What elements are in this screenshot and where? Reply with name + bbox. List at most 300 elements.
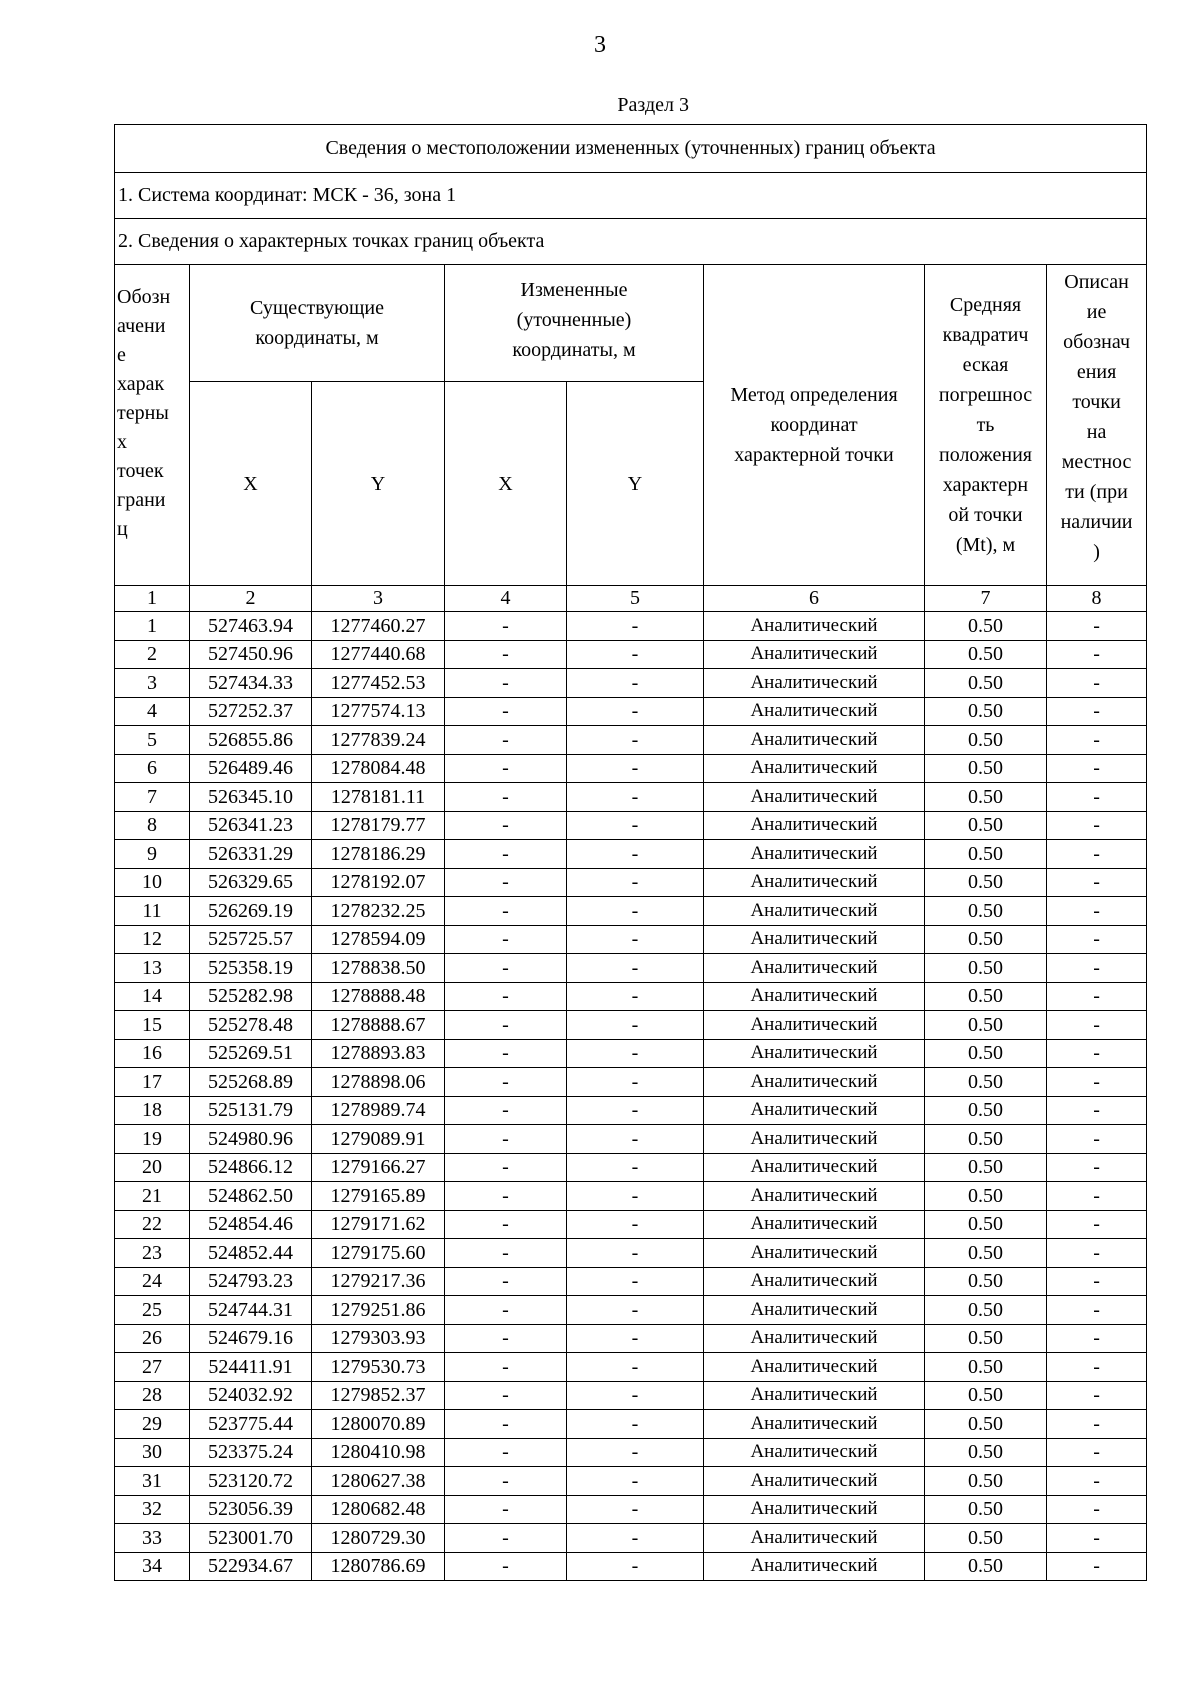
method-cell: Аналитический <box>704 982 925 1011</box>
rmse-cell: 0.50 <box>925 1410 1047 1439</box>
point-number-cell: 34 <box>115 1552 190 1581</box>
existing-y-cell: 1279303.93 <box>312 1324 445 1353</box>
existing-y-cell: 1278838.50 <box>312 954 445 983</box>
description-cell: - <box>1047 954 1147 983</box>
table-row <box>115 1438 1147 1467</box>
existing-x-cell: 526331.29 <box>190 840 312 869</box>
column-number: 5 <box>567 586 704 612</box>
existing-y-cell: 1279165.89 <box>312 1182 445 1211</box>
point-number-cell: 6 <box>115 754 190 783</box>
rmse-cell: 0.50 <box>925 1267 1047 1296</box>
table-row <box>115 925 1147 954</box>
method-cell: Аналитический <box>704 1039 925 1068</box>
point-number-cell: 20 <box>115 1153 190 1182</box>
changed-y-cell: - <box>567 1296 704 1325</box>
existing-x-cell: 522934.67 <box>190 1552 312 1581</box>
changed-y-cell: - <box>567 1210 704 1239</box>
description-cell: - <box>1047 726 1147 755</box>
method-cell: Аналитический <box>704 726 925 755</box>
changed-x-cell: - <box>445 982 567 1011</box>
existing-x-cell: 526489.46 <box>190 754 312 783</box>
column-number: 7 <box>925 586 1047 612</box>
rmse-cell: 0.50 <box>925 1011 1047 1040</box>
method-cell: Аналитический <box>704 697 925 726</box>
existing-y-cell: 1278181.11 <box>312 783 445 812</box>
table-row <box>115 1011 1147 1040</box>
description-cell: - <box>1047 1495 1147 1524</box>
description-cell: - <box>1047 868 1147 897</box>
point-number-cell: 9 <box>115 840 190 869</box>
point-number-cell: 11 <box>115 897 190 926</box>
table-row <box>115 612 1147 641</box>
changed-y-cell: - <box>567 1324 704 1353</box>
method-cell: Аналитический <box>704 1011 925 1040</box>
table-row <box>115 640 1147 669</box>
changed-x-cell: - <box>445 1182 567 1211</box>
method-cell: Аналитический <box>704 1153 925 1182</box>
existing-x-cell: 525278.48 <box>190 1011 312 1040</box>
description-cell: - <box>1047 697 1147 726</box>
existing-x-cell: 525358.19 <box>190 954 312 983</box>
changed-x-cell: - <box>445 754 567 783</box>
rmse-cell: 0.50 <box>925 1324 1047 1353</box>
rmse-cell: 0.50 <box>925 1296 1047 1325</box>
point-number-cell: 28 <box>115 1381 190 1410</box>
existing-y-cell: 1277574.13 <box>312 697 445 726</box>
rmse-cell: 0.50 <box>925 982 1047 1011</box>
changed-y-cell: - <box>567 783 704 812</box>
existing-y-cell: 1279175.60 <box>312 1239 445 1268</box>
header-changed-x: X <box>445 382 567 586</box>
changed-x-cell: - <box>445 1068 567 1097</box>
changed-x-cell: - <box>445 1096 567 1125</box>
point-number-cell: 1 <box>115 612 190 641</box>
existing-y-cell: 1280410.98 <box>312 1438 445 1467</box>
rmse-cell: 0.50 <box>925 811 1047 840</box>
coord-system-line: 1. Система координат: МСК - 36, зона 1 <box>115 173 1147 219</box>
table-row <box>115 754 1147 783</box>
changed-x-cell: - <box>445 640 567 669</box>
existing-x-cell: 525268.89 <box>190 1068 312 1097</box>
existing-y-cell: 1278084.48 <box>312 754 445 783</box>
table-row <box>115 726 1147 755</box>
description-cell: - <box>1047 1153 1147 1182</box>
existing-x-cell: 526269.19 <box>190 897 312 926</box>
existing-y-cell: 1277460.27 <box>312 612 445 641</box>
point-number-cell: 19 <box>115 1125 190 1154</box>
rmse-cell: 0.50 <box>925 754 1047 783</box>
description-cell: - <box>1047 840 1147 869</box>
table-row <box>115 697 1147 726</box>
method-cell: Аналитический <box>704 1296 925 1325</box>
changed-x-cell: - <box>445 669 567 698</box>
rmse-cell: 0.50 <box>925 612 1047 641</box>
changed-y-cell: - <box>567 1353 704 1382</box>
description-cell: - <box>1047 1324 1147 1353</box>
table-row <box>115 954 1147 983</box>
existing-y-cell: 1279166.27 <box>312 1153 445 1182</box>
changed-x-cell: - <box>445 1039 567 1068</box>
changed-x-cell: - <box>445 925 567 954</box>
existing-y-cell: 1278186.29 <box>312 840 445 869</box>
rmse-cell: 0.50 <box>925 1068 1047 1097</box>
page-number: 3 <box>594 32 606 58</box>
changed-y-cell: - <box>567 1068 704 1097</box>
existing-x-cell: 523775.44 <box>190 1410 312 1439</box>
rmse-cell: 0.50 <box>925 1096 1047 1125</box>
method-cell: Аналитический <box>704 1552 925 1581</box>
table-row <box>115 1410 1147 1439</box>
existing-x-cell: 524679.16 <box>190 1324 312 1353</box>
existing-y-cell: 1278232.25 <box>312 897 445 926</box>
table-row <box>115 1296 1147 1325</box>
method-cell: Аналитический <box>704 1524 925 1553</box>
section-label: Раздел 3 <box>617 94 689 116</box>
description-cell: - <box>1047 897 1147 926</box>
rmse-cell: 0.50 <box>925 1125 1047 1154</box>
header-existing-x: X <box>190 382 312 586</box>
description-cell: - <box>1047 1096 1147 1125</box>
point-number-cell: 31 <box>115 1467 190 1496</box>
changed-y-cell: - <box>567 1552 704 1581</box>
point-number-cell: 33 <box>115 1524 190 1553</box>
rmse-cell: 0.50 <box>925 1495 1047 1524</box>
description-cell: - <box>1047 669 1147 698</box>
table-row <box>115 1381 1147 1410</box>
changed-x-cell: - <box>445 1210 567 1239</box>
header-method: Метод определения координат характерной точки <box>704 265 925 586</box>
rmse-cell: 0.50 <box>925 1210 1047 1239</box>
changed-y-cell: - <box>567 1011 704 1040</box>
description-cell: - <box>1047 754 1147 783</box>
point-number-cell: 27 <box>115 1353 190 1382</box>
description-cell: - <box>1047 811 1147 840</box>
header-changed-y: Y <box>567 382 704 586</box>
point-number-cell: 18 <box>115 1096 190 1125</box>
existing-y-cell: 1277452.53 <box>312 669 445 698</box>
changed-x-cell: - <box>445 1011 567 1040</box>
rmse-cell: 0.50 <box>925 669 1047 698</box>
existing-y-cell: 1280786.69 <box>312 1552 445 1581</box>
existing-x-cell: 523056.39 <box>190 1495 312 1524</box>
column-number: 8 <box>1047 586 1147 612</box>
method-cell: Аналитический <box>704 783 925 812</box>
changed-x-cell: - <box>445 840 567 869</box>
point-number-cell: 23 <box>115 1239 190 1268</box>
method-cell: Аналитический <box>704 669 925 698</box>
table-row <box>115 1467 1147 1496</box>
table-row <box>115 669 1147 698</box>
method-cell: Аналитический <box>704 925 925 954</box>
changed-y-cell: - <box>567 1410 704 1439</box>
existing-x-cell: 526345.10 <box>190 783 312 812</box>
changed-x-cell: - <box>445 1153 567 1182</box>
existing-y-cell: 1278893.83 <box>312 1039 445 1068</box>
method-cell: Аналитический <box>704 897 925 926</box>
rmse-cell: 0.50 <box>925 1182 1047 1211</box>
existing-x-cell: 525131.79 <box>190 1096 312 1125</box>
rmse-cell: 0.50 <box>925 697 1047 726</box>
method-cell: Аналитический <box>704 1495 925 1524</box>
changed-x-cell: - <box>445 612 567 641</box>
table-row <box>115 868 1147 897</box>
existing-y-cell: 1279852.37 <box>312 1381 445 1410</box>
changed-y-cell: - <box>567 612 704 641</box>
point-number-cell: 30 <box>115 1438 190 1467</box>
point-number-cell: 29 <box>115 1410 190 1439</box>
existing-y-cell: 1279089.91 <box>312 1125 445 1154</box>
existing-x-cell: 527434.33 <box>190 669 312 698</box>
point-number-cell: 5 <box>115 726 190 755</box>
description-cell: - <box>1047 1438 1147 1467</box>
method-cell: Аналитический <box>704 1096 925 1125</box>
existing-x-cell: 524032.92 <box>190 1381 312 1410</box>
existing-x-cell: 527252.37 <box>190 697 312 726</box>
changed-y-cell: - <box>567 1381 704 1410</box>
existing-y-cell: 1278192.07 <box>312 868 445 897</box>
existing-y-cell: 1280682.48 <box>312 1495 445 1524</box>
table-row <box>115 1125 1147 1154</box>
changed-x-cell: - <box>445 1495 567 1524</box>
table-row <box>115 1182 1147 1211</box>
existing-x-cell: 524744.31 <box>190 1296 312 1325</box>
description-cell: - <box>1047 1524 1147 1553</box>
table-row <box>115 1239 1147 1268</box>
rmse-cell: 0.50 <box>925 868 1047 897</box>
changed-x-cell: - <box>445 897 567 926</box>
existing-x-cell: 524862.50 <box>190 1182 312 1211</box>
existing-x-cell: 524411.91 <box>190 1353 312 1382</box>
changed-y-cell: - <box>567 1524 704 1553</box>
description-cell: - <box>1047 1267 1147 1296</box>
changed-x-cell: - <box>445 868 567 897</box>
header-changed-coords: Измененные (уточненные) координаты, м <box>445 265 704 382</box>
point-number-cell: 4 <box>115 697 190 726</box>
changed-y-cell: - <box>567 1438 704 1467</box>
table-row <box>115 1353 1147 1382</box>
changed-y-cell: - <box>567 726 704 755</box>
existing-y-cell: 1278888.48 <box>312 982 445 1011</box>
existing-x-cell: 523001.70 <box>190 1524 312 1553</box>
changed-y-cell: - <box>567 754 704 783</box>
method-cell: Аналитический <box>704 754 925 783</box>
point-number-cell: 2 <box>115 640 190 669</box>
changed-x-cell: - <box>445 1324 567 1353</box>
rmse-cell: 0.50 <box>925 1524 1047 1553</box>
table-row <box>115 1210 1147 1239</box>
point-number-cell: 14 <box>115 982 190 1011</box>
description-cell: - <box>1047 1381 1147 1410</box>
changed-y-cell: - <box>567 982 704 1011</box>
existing-y-cell: 1280729.30 <box>312 1524 445 1553</box>
header-existing-coords: Существующие координаты, м <box>190 265 445 382</box>
changed-y-cell: - <box>567 669 704 698</box>
changed-y-cell: - <box>567 868 704 897</box>
table-row <box>115 1096 1147 1125</box>
header-rmse: Средняя квадратич еская погрешнос ть положения характерн ой точки (Mt), м <box>925 265 1047 586</box>
existing-y-cell: 1278989.74 <box>312 1096 445 1125</box>
description-cell: - <box>1047 1011 1147 1040</box>
method-cell: Аналитический <box>704 1068 925 1097</box>
existing-x-cell: 525282.98 <box>190 982 312 1011</box>
description-cell: - <box>1047 1552 1147 1581</box>
existing-y-cell: 1279530.73 <box>312 1353 445 1382</box>
description-cell: - <box>1047 925 1147 954</box>
existing-y-cell: 1278898.06 <box>312 1068 445 1097</box>
description-cell: - <box>1047 783 1147 812</box>
description-cell: - <box>1047 1296 1147 1325</box>
existing-y-cell: 1278594.09 <box>312 925 445 954</box>
rmse-cell: 0.50 <box>925 1467 1047 1496</box>
point-number-cell: 16 <box>115 1039 190 1068</box>
method-cell: Аналитический <box>704 1239 925 1268</box>
point-number-cell: 13 <box>115 954 190 983</box>
existing-x-cell: 526341.23 <box>190 811 312 840</box>
changed-x-cell: - <box>445 1552 567 1581</box>
existing-x-cell: 524852.44 <box>190 1239 312 1268</box>
table-row <box>115 783 1147 812</box>
method-cell: Аналитический <box>704 640 925 669</box>
point-number-cell: 26 <box>115 1324 190 1353</box>
rmse-cell: 0.50 <box>925 726 1047 755</box>
method-cell: Аналитический <box>704 1467 925 1496</box>
existing-x-cell: 525269.51 <box>190 1039 312 1068</box>
changed-y-cell: - <box>567 1125 704 1154</box>
changed-y-cell: - <box>567 1039 704 1068</box>
description-cell: - <box>1047 1182 1147 1211</box>
changed-x-cell: - <box>445 1467 567 1496</box>
existing-x-cell: 525725.57 <box>190 925 312 954</box>
table-row <box>115 840 1147 869</box>
existing-y-cell: 1279251.86 <box>312 1296 445 1325</box>
changed-x-cell: - <box>445 1353 567 1382</box>
existing-x-cell: 524866.12 <box>190 1153 312 1182</box>
table-row <box>115 811 1147 840</box>
changed-x-cell: - <box>445 726 567 755</box>
description-cell: - <box>1047 1410 1147 1439</box>
description-cell: - <box>1047 1039 1147 1068</box>
changed-x-cell: - <box>445 1296 567 1325</box>
table-row <box>115 897 1147 926</box>
changed-x-cell: - <box>445 1267 567 1296</box>
existing-y-cell: 1280627.38 <box>312 1467 445 1496</box>
column-number: 4 <box>445 586 567 612</box>
point-number-cell: 10 <box>115 868 190 897</box>
point-number-cell: 17 <box>115 1068 190 1097</box>
changed-y-cell: - <box>567 954 704 983</box>
column-number: 3 <box>312 586 445 612</box>
description-cell: - <box>1047 612 1147 641</box>
changed-x-cell: - <box>445 1125 567 1154</box>
method-cell: Аналитический <box>704 811 925 840</box>
boundary-points-table <box>114 124 1147 1581</box>
header-description: Описан ие обознач ения точки на местнос ти (при наличии ) <box>1047 265 1147 586</box>
description-cell: - <box>1047 1125 1147 1154</box>
existing-y-cell: 1280070.89 <box>312 1410 445 1439</box>
rmse-cell: 0.50 <box>925 1039 1047 1068</box>
table-title: Сведения о местоположении измененных (уточненных) границ объекта <box>115 125 1147 173</box>
points-info-line: 2. Сведения о характерных точках границ объекта <box>115 219 1147 265</box>
changed-x-cell: - <box>445 697 567 726</box>
method-cell: Аналитический <box>704 612 925 641</box>
method-cell: Аналитический <box>704 1324 925 1353</box>
method-cell: Аналитический <box>704 1410 925 1439</box>
existing-x-cell: 524854.46 <box>190 1210 312 1239</box>
existing-x-cell: 527450.96 <box>190 640 312 669</box>
column-number: 6 <box>704 586 925 612</box>
point-number-cell: 7 <box>115 783 190 812</box>
rmse-cell: 0.50 <box>925 840 1047 869</box>
changed-y-cell: - <box>567 897 704 926</box>
method-cell: Аналитический <box>704 840 925 869</box>
rmse-cell: 0.50 <box>925 1552 1047 1581</box>
rmse-cell: 0.50 <box>925 1381 1047 1410</box>
method-cell: Аналитический <box>704 1125 925 1154</box>
method-cell: Аналитический <box>704 868 925 897</box>
table-row <box>115 982 1147 1011</box>
changed-x-cell: - <box>445 1410 567 1439</box>
description-cell: - <box>1047 1467 1147 1496</box>
point-number-cell: 12 <box>115 925 190 954</box>
point-number-cell: 22 <box>115 1210 190 1239</box>
method-cell: Аналитический <box>704 1381 925 1410</box>
table-row <box>115 1039 1147 1068</box>
table-row <box>115 1267 1147 1296</box>
changed-x-cell: - <box>445 783 567 812</box>
point-number-cell: 25 <box>115 1296 190 1325</box>
rmse-cell: 0.50 <box>925 1438 1047 1467</box>
table-row <box>115 1524 1147 1553</box>
rmse-cell: 0.50 <box>925 925 1047 954</box>
point-number-cell: 8 <box>115 811 190 840</box>
description-cell: - <box>1047 1210 1147 1239</box>
changed-x-cell: - <box>445 954 567 983</box>
table-row <box>115 1068 1147 1097</box>
point-number-cell: 3 <box>115 669 190 698</box>
changed-y-cell: - <box>567 1267 704 1296</box>
changed-x-cell: - <box>445 1239 567 1268</box>
table-row <box>115 1153 1147 1182</box>
point-number-cell: 32 <box>115 1495 190 1524</box>
header-existing-y: Y <box>312 382 445 586</box>
existing-y-cell: 1277839.24 <box>312 726 445 755</box>
existing-y-cell: 1277440.68 <box>312 640 445 669</box>
table-row <box>115 1552 1147 1581</box>
description-cell: - <box>1047 1239 1147 1268</box>
method-cell: Аналитический <box>704 1353 925 1382</box>
point-number-cell: 24 <box>115 1267 190 1296</box>
existing-x-cell: 526329.65 <box>190 868 312 897</box>
description-cell: - <box>1047 1353 1147 1382</box>
changed-y-cell: - <box>567 697 704 726</box>
changed-x-cell: - <box>445 811 567 840</box>
changed-y-cell: - <box>567 1495 704 1524</box>
changed-y-cell: - <box>567 640 704 669</box>
rmse-cell: 0.50 <box>925 640 1047 669</box>
description-cell: - <box>1047 1068 1147 1097</box>
existing-y-cell: 1279171.62 <box>312 1210 445 1239</box>
changed-y-cell: - <box>567 1096 704 1125</box>
changed-y-cell: - <box>567 925 704 954</box>
changed-y-cell: - <box>567 1467 704 1496</box>
table-row <box>115 1324 1147 1353</box>
changed-y-cell: - <box>567 1239 704 1268</box>
existing-y-cell: 1278888.67 <box>312 1011 445 1040</box>
method-cell: Аналитический <box>704 1210 925 1239</box>
existing-y-cell: 1278179.77 <box>312 811 445 840</box>
existing-y-cell: 1279217.36 <box>312 1267 445 1296</box>
rmse-cell: 0.50 <box>925 1353 1047 1382</box>
